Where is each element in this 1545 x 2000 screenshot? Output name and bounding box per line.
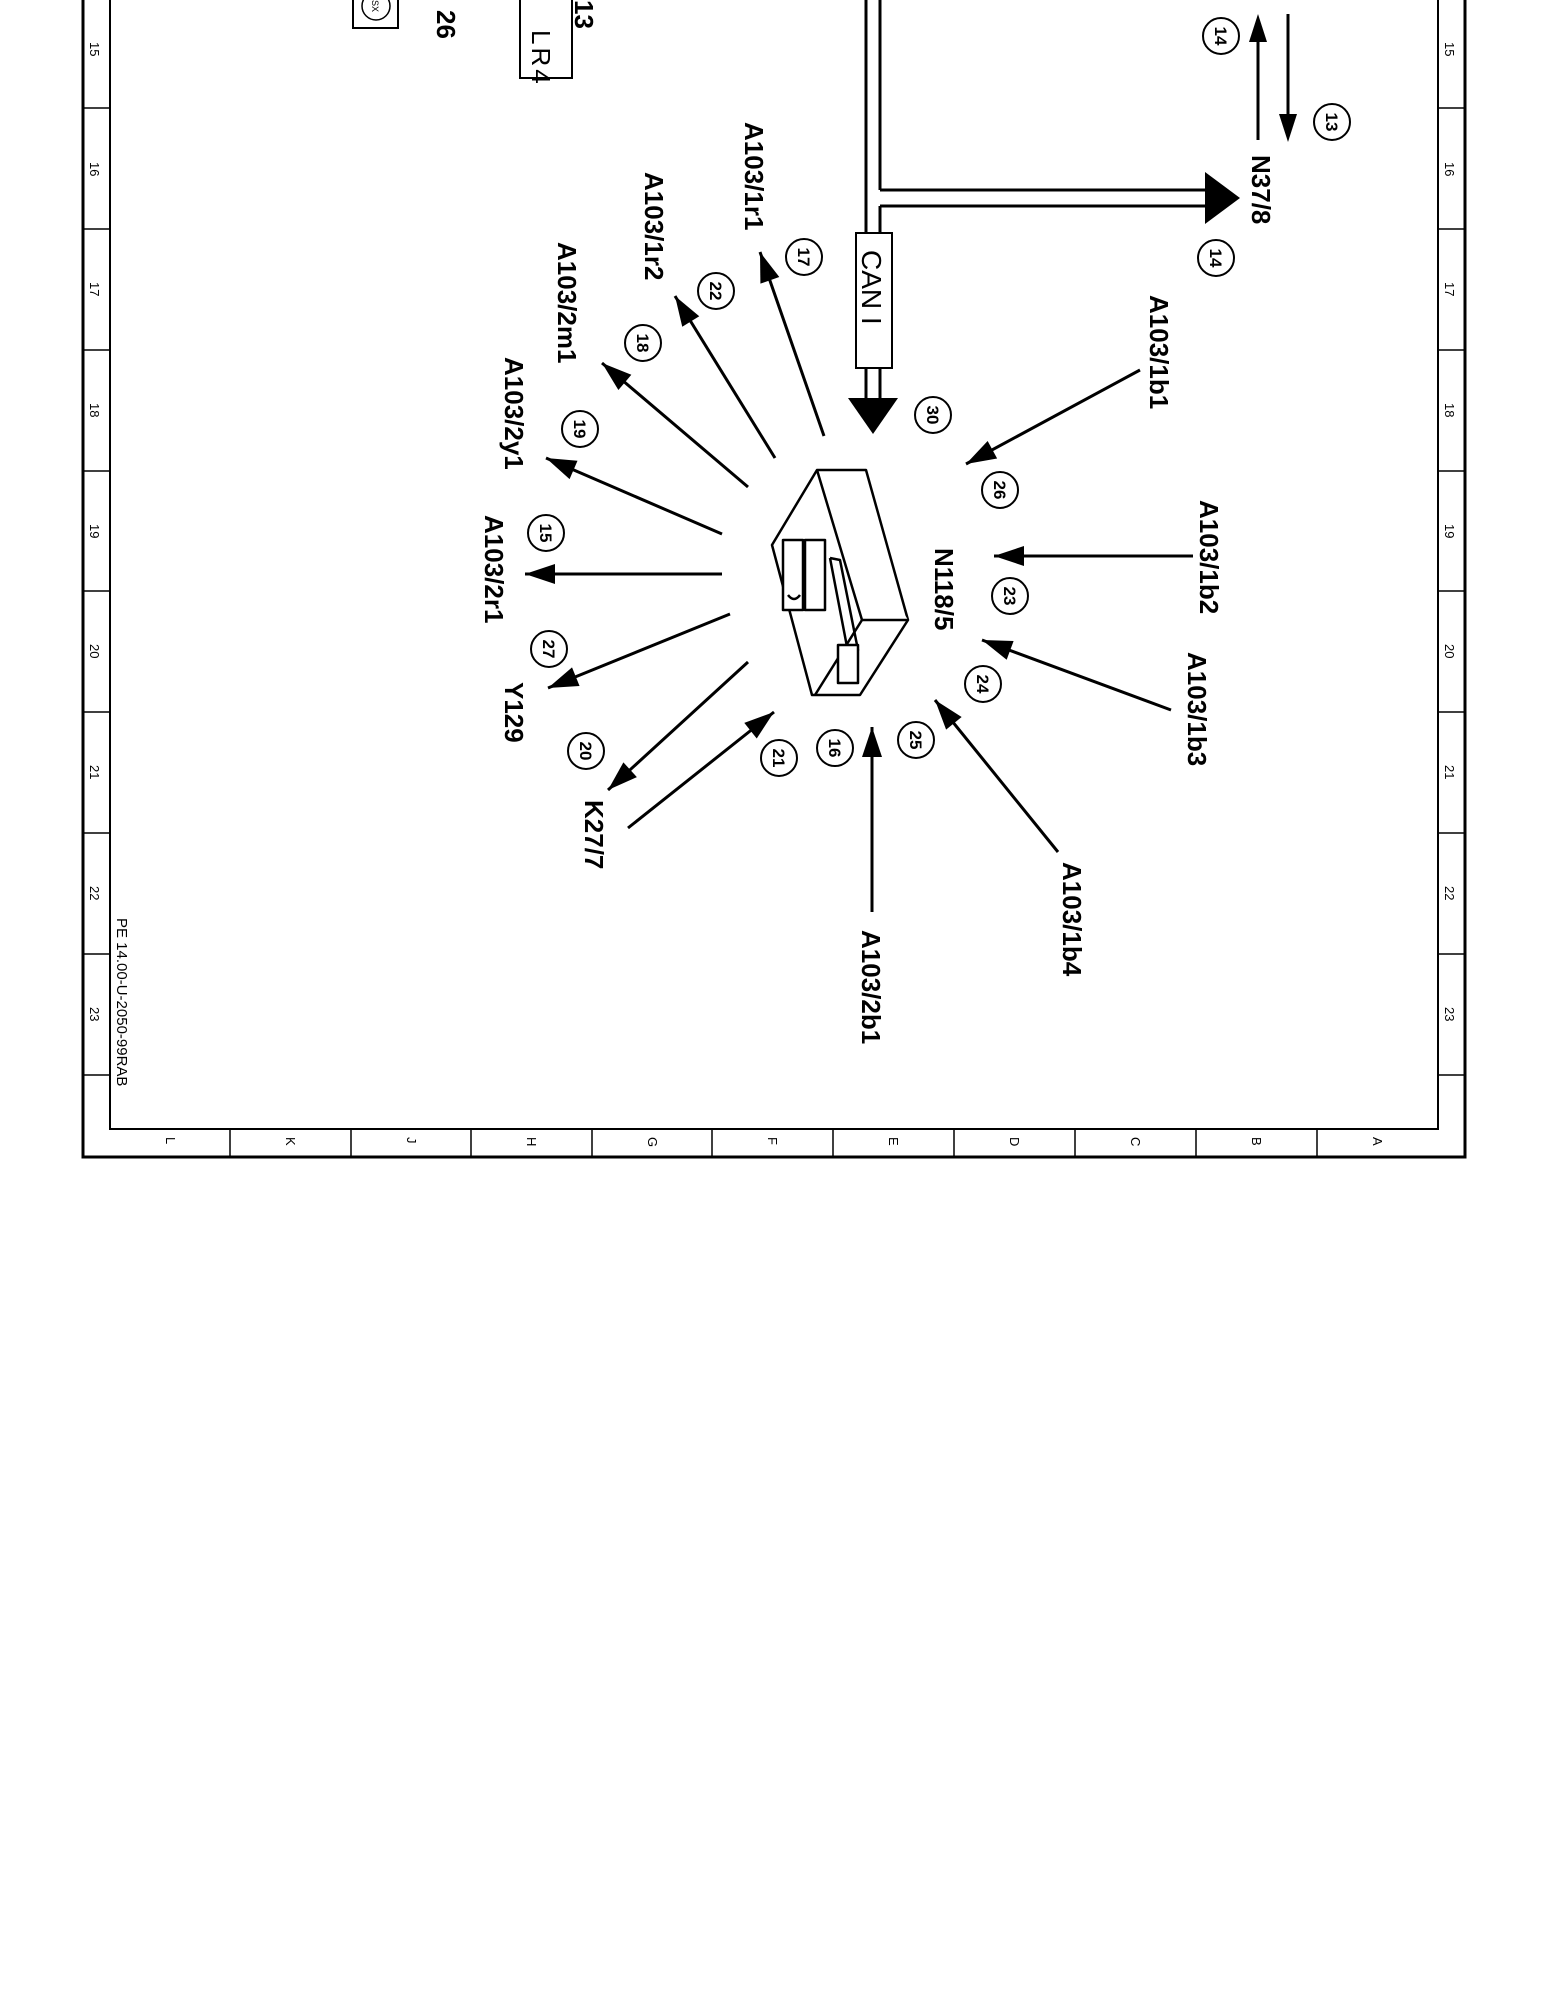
- spoke-label: A103/2b1: [856, 930, 886, 1045]
- circle-14-n37-num: 14: [1206, 248, 1225, 268]
- spoke-number: 18: [633, 333, 652, 353]
- spoke-23: [992, 500, 1224, 614]
- spoke-arrowhead: [935, 700, 962, 730]
- spoke-number: 20: [576, 741, 595, 761]
- circle-14-top: [1203, 18, 1239, 54]
- spoke-arrowhead: [546, 458, 578, 479]
- fragment-num: 26: [431, 10, 461, 39]
- row-label-right: 20: [1442, 644, 1457, 659]
- spoke-arrowhead: [982, 640, 1014, 660]
- can-bus-lines: [848, 0, 1240, 434]
- n37-arrowhead: [1205, 172, 1240, 224]
- row-label-left: 17: [87, 282, 102, 297]
- column-label: F: [765, 1137, 780, 1145]
- spoke-arrowhead: [675, 296, 699, 327]
- module-connector-2: [805, 540, 825, 610]
- spoke-number: 17: [794, 247, 813, 267]
- row-label-right: 16: [1442, 162, 1457, 177]
- spoke-26: [966, 295, 1174, 508]
- row-label-right: 22: [1442, 886, 1457, 901]
- spoke-arrowhead: [994, 546, 1024, 566]
- drawing-reference: PE 14.00-U-2050-99RAB: [113, 918, 130, 1087]
- down-arrowhead: [1279, 114, 1297, 142]
- row-label-right: 21: [1442, 765, 1457, 780]
- spoke-number: 22: [706, 281, 725, 301]
- column-label: D: [1007, 1137, 1022, 1147]
- spoke-number: 15: [536, 523, 555, 543]
- row-label-left: 16: [87, 162, 102, 177]
- spoke-label: A103/1b2: [1194, 500, 1224, 615]
- spoke-label: A103/1b3: [1182, 652, 1212, 767]
- spoke-label: A103/2y1: [499, 357, 529, 470]
- row-label-right: 19: [1442, 524, 1457, 539]
- n37-label: N37/8: [1246, 155, 1276, 225]
- circle-30-num: 30: [923, 405, 942, 425]
- row-label-left: 22: [87, 886, 102, 901]
- row-label-left: 19: [87, 524, 102, 539]
- spoke-arrowhead: [760, 252, 779, 284]
- can-bus-label: CAN I: [856, 250, 887, 325]
- circle-30: [915, 397, 951, 433]
- spoke-arrowhead: [744, 712, 774, 738]
- spoke-number: 21: [769, 748, 788, 768]
- spoke-27: [499, 614, 730, 743]
- spoke-arrowhead: [862, 727, 882, 757]
- circle-14-top-num: 14: [1211, 26, 1230, 46]
- spoke-line: [982, 640, 1171, 710]
- column-label: K: [283, 1137, 298, 1146]
- spoke-number: 16: [825, 738, 844, 758]
- spoke-label: A103/1r2: [639, 172, 669, 281]
- spoke-label: A103/1b1: [1144, 295, 1174, 410]
- column-label: J: [404, 1137, 419, 1144]
- up-arrowhead: [1249, 14, 1267, 42]
- border-ticks: [83, 108, 1465, 1157]
- spoke-number: 23: [1000, 586, 1019, 606]
- fragment-id: 13: [569, 0, 599, 29]
- row-label-right: 23: [1442, 1007, 1457, 1022]
- control-module-n118-5: [772, 470, 908, 695]
- spoke-number: 27: [539, 639, 558, 659]
- spoke-arrowhead: [966, 441, 997, 464]
- column-label: L: [163, 1137, 178, 1145]
- column-label: G: [645, 1137, 660, 1148]
- spoke-20: [568, 662, 748, 869]
- circle-13-top-num: 13: [1322, 112, 1341, 132]
- module-label: N118/5: [929, 548, 959, 631]
- spoke-label: Y129: [499, 682, 529, 743]
- spoke-label: A103/2m1: [552, 242, 582, 364]
- fragment-box-text: LR4: [526, 30, 556, 87]
- row-label-left: 15: [87, 42, 102, 57]
- spoke-label: K27/7: [579, 800, 609, 870]
- spoke-label: A103/1b4: [1057, 862, 1087, 977]
- spoke-25: [898, 700, 1087, 977]
- spoke-19: [499, 357, 722, 534]
- can-arrowhead: [848, 398, 898, 434]
- spoke-label: A103/2r1: [479, 515, 509, 624]
- row-label-right: 15: [1442, 42, 1457, 57]
- row-label-left: 18: [87, 403, 102, 418]
- column-label: C: [1128, 1137, 1143, 1147]
- spoke-arrowhead: [548, 667, 580, 688]
- spoke-17: [739, 122, 824, 436]
- row-label-right: 17: [1442, 282, 1457, 297]
- spoke-number: 24: [973, 674, 992, 694]
- circle-14-n37: [1198, 240, 1234, 276]
- spoke-24: [965, 640, 1212, 766]
- spoke-number: 25: [906, 730, 925, 750]
- column-label: B: [1249, 1137, 1264, 1146]
- column-label: H: [524, 1137, 539, 1147]
- column-label: E: [886, 1137, 901, 1146]
- spoke-15: [479, 515, 722, 623]
- spoke-arrowhead: [525, 564, 555, 584]
- row-label-left: 21: [87, 765, 102, 780]
- top-right-arrows: [1249, 14, 1297, 142]
- row-label-left: 23: [87, 1007, 102, 1022]
- spoke-number: 26: [990, 480, 1009, 500]
- spoke-16: [817, 727, 886, 1044]
- spoke-number: 19: [570, 419, 589, 439]
- top-left-fragment: [353, 0, 599, 87]
- spoke-label: A103/1r1: [739, 122, 769, 231]
- column-label: A: [1370, 1137, 1385, 1146]
- module-connector-3: [838, 645, 858, 683]
- row-label-right: 18: [1442, 403, 1457, 418]
- inner-border: [110, 0, 1438, 1129]
- circle-13-top: [1314, 104, 1350, 140]
- spoke-21: [628, 712, 797, 828]
- fragment-small-text: SX: [370, 0, 380, 13]
- row-label-left: 20: [87, 644, 102, 659]
